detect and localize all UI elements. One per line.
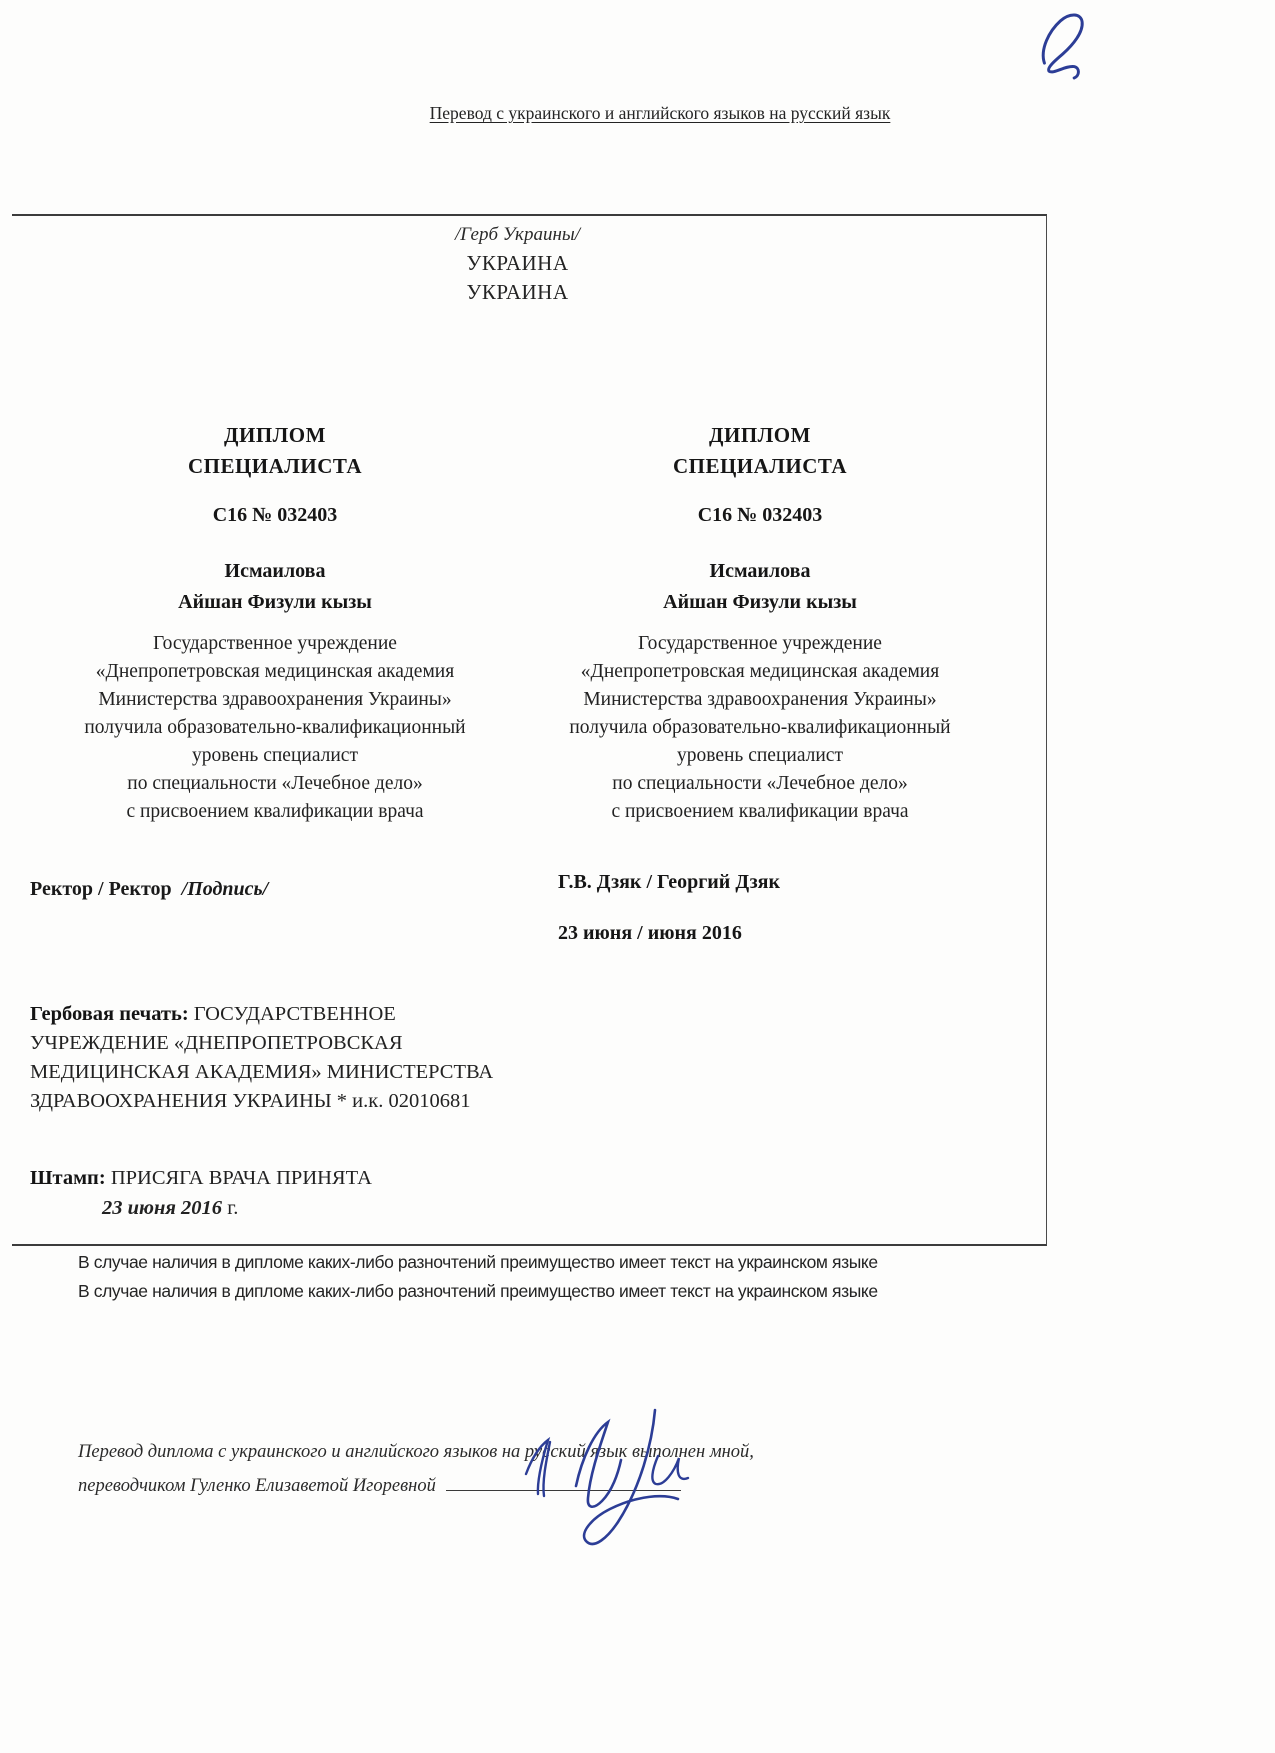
stamp-date: 23 июня 2016 — [102, 1197, 223, 1219]
diploma-body-left — [40, 630, 510, 826]
diploma-title-line2: СПЕЦИАЛИСТА — [672, 454, 848, 478]
stamp-label: Штамп: — [30, 1167, 106, 1189]
diploma-title-left — [40, 420, 510, 482]
body-line: Министерства здравоохранения Украины» — [98, 689, 452, 710]
body-line: Государственное учреждение — [153, 633, 397, 654]
diploma-body-right — [525, 630, 995, 826]
stamp-text: ПРИСЯГА ВРАЧА ПРИНЯТА — [110, 1167, 372, 1189]
rector-line — [30, 878, 268, 901]
seal-description — [30, 1000, 508, 1116]
signatory-name: Г.В. Дзяк / Георгий Дзяк — [558, 871, 780, 893]
body-line: уровень специалист — [677, 745, 843, 766]
body-line: с присвоением квалификации врача — [611, 801, 909, 822]
rector-label: Ректор / Ректор — [30, 878, 172, 900]
holder-given-names: Айшан Физули кызы — [178, 591, 372, 613]
translator-note-line2: переводчиком Гуленко Елизаветой Игоревной — [78, 1476, 436, 1496]
seal-label: Гербовая печать: — [30, 1003, 189, 1025]
holder-surname: Исмаилова — [224, 560, 326, 582]
body-line: «Днепропетровская медицинская академия — [580, 661, 940, 682]
emblem-note: /Герб Украины/ — [454, 224, 581, 245]
diploma-serial-left: С16 № 032403 — [212, 504, 338, 526]
discrepancy-line: В случае наличия в дипломе каких-либо разночтений преимущество имеет текст на украинском языке — [78, 1252, 878, 1272]
body-line: уровень специалист — [192, 745, 358, 766]
translator-note-line1: Перевод диплома с украинского и английского языков на русский язык выполнен мной, — [78, 1442, 754, 1462]
body-line: «Днепропетровская медицинская академия — [95, 661, 455, 682]
body-line: получила образовательно-квалификационный — [569, 717, 951, 738]
discrepancy-line: В случае наличия в дипломе каких-либо разночтений преимущество имеет текст на украинском языке — [78, 1281, 878, 1301]
holder-given-names: Айшан Физули кызы — [663, 591, 857, 613]
diploma-title-line2: СПЕЦИАЛИСТА — [187, 454, 363, 478]
translation-header: Перевод с украинского и английского языков на русский язык — [429, 103, 891, 123]
body-line: по специальности «Лечебное дело» — [127, 773, 423, 794]
body-line: Министерства здравоохранения Украины» — [583, 689, 937, 710]
country-name-line1: УКРАИНА — [466, 251, 569, 275]
body-line: Государственное учреждение — [638, 633, 882, 654]
stamp-description — [30, 1163, 372, 1223]
body-line: получила образовательно-квалификационный — [84, 717, 466, 738]
diploma-title-right — [525, 420, 995, 482]
translator-signature — [492, 1402, 737, 1572]
country-name-line2: УКРАИНА — [466, 280, 569, 304]
holder-name-right — [525, 556, 995, 618]
body-line: по специальности «Лечебное дело» — [612, 773, 908, 794]
holder-surname: Исмаилова — [709, 560, 811, 582]
body-line: с присвоением квалификации врача — [126, 801, 424, 822]
issue-date: 23 июня / июня 2016 — [558, 922, 742, 944]
seal-text: ГОСУДАРСТВЕННОЕ УЧРЕЖДЕНИЕ «ДНЕПРОПЕТРОВСКАЯ МЕДИЦИНСКАЯ АКАДЕМИЯ» МИНИСТЕРСТВА ЗДРАВООХРАНЕНИЯ УКРАИНЫ * и.к. 02010681 — [30, 1003, 494, 1112]
diploma-title-line1: ДИПЛОМ — [709, 423, 811, 447]
handwritten-page-number-2 — [1025, 6, 1105, 86]
emblem-block — [80, 220, 955, 307]
discrepancy-footnotes — [78, 1248, 1138, 1306]
diploma-title-line1: ДИПЛОМ — [224, 423, 326, 447]
diploma-serial-right: С16 № 032403 — [697, 504, 823, 526]
stamp-date-suffix: г. — [227, 1197, 239, 1219]
signature-placeholder-note: /Подпись/ — [181, 878, 269, 900]
holder-name-left — [40, 556, 510, 618]
